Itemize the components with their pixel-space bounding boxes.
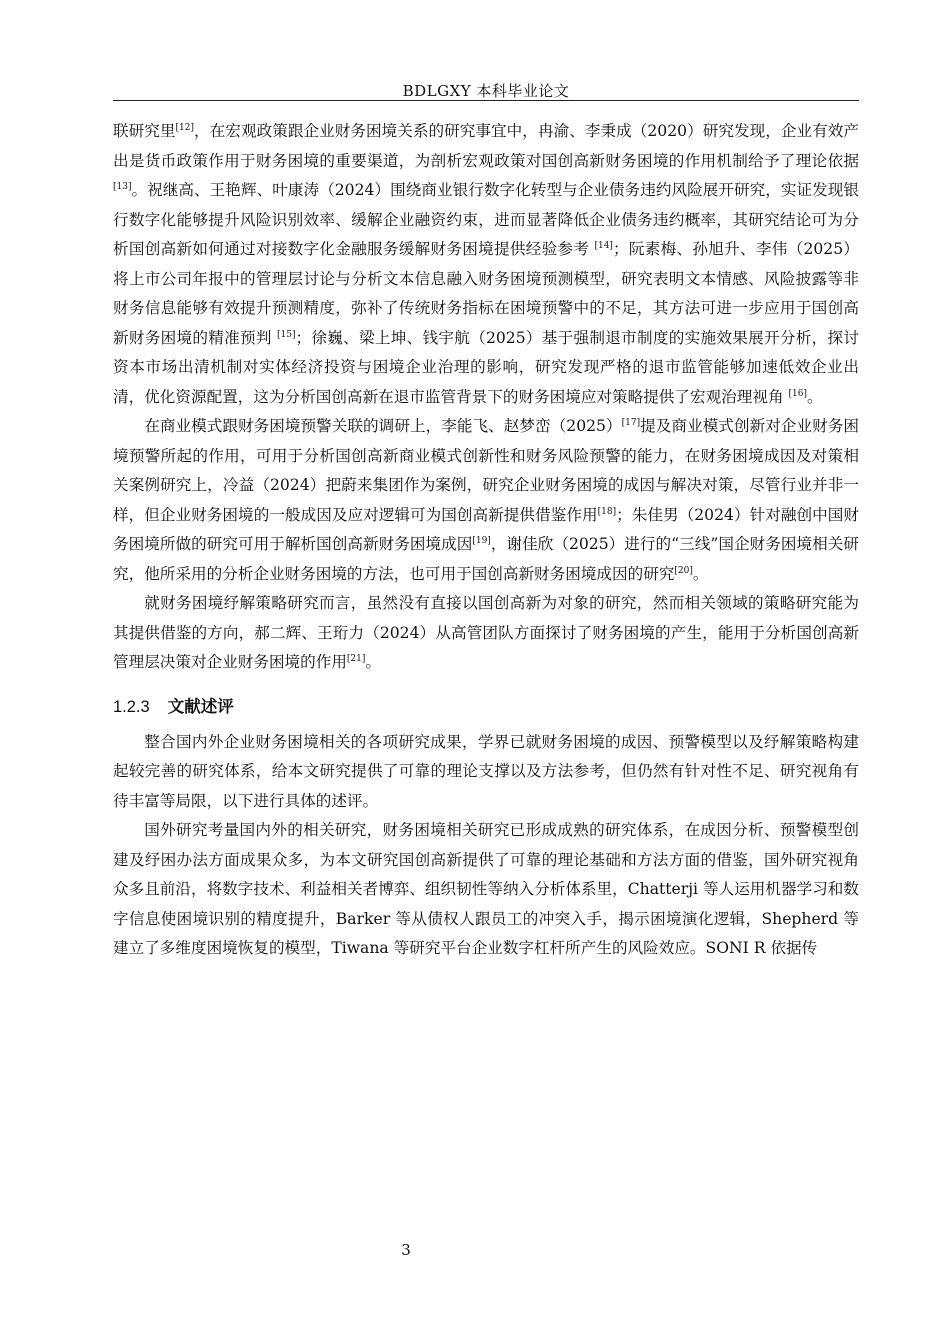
citation-17: [17] xyxy=(621,418,641,428)
paragraph-5: 国外研究考量国内外的相关研究，财务困境相关研究已形成成熟的研究体系，在成因分析、预警模型创建及纾困办法方面成果众多，为本文研究国创高新提供了可靠的理论基础和方法方面的借鉴，国外研究视角众多且前沿，将数字技术、利益相关者博弈、组织韧性等纳入分析体系里，Chatterji 等人运用机器学习和数字信息使困境识别的精度提升，Barker 等从债权人跟员工的冲突入手，揭示困境演化逻辑，Shepherd 等建立了多维度困境恢复的模型，Tiwana 等研究平台企业数字杠杆所产生的风险效应。SONI R 依据传 xyxy=(113,821,859,957)
citation-14: [14] xyxy=(594,241,613,251)
section-heading xyxy=(113,692,859,722)
section-number: 1.2.3 xyxy=(113,697,150,716)
citation-16: [16] xyxy=(788,388,807,399)
citation-20: [20] xyxy=(674,565,693,576)
section-title: 文献述评 xyxy=(167,696,234,716)
citation-15: [15] xyxy=(276,329,296,340)
citation-21: [21] xyxy=(346,654,366,664)
citation-12: [12] xyxy=(175,123,195,133)
citation-13: [13] xyxy=(113,182,132,192)
header-rule xyxy=(113,100,859,101)
citation-19: [19] xyxy=(472,536,491,546)
paragraph-4: 整合国内外企业财务困境相关的各项研究成果，学界已就财务困境的成因、预警模型以及纾解策略构建起较完善的研究体系，给本文研究提供了可靠的理论支撑以及方法参考，但仍然有针对性不足、研究视角有待丰富等局限，以下进行具体的述评。 xyxy=(113,732,859,810)
running-header: BDLGXY 本科毕业论文 xyxy=(402,82,570,100)
citation-18: [18] xyxy=(597,506,617,517)
paragraph-1: 联研究里[12]，在宏观政策跟企业财务困境关系的研究事宜中，冉渝、李秉成（2020）研究发现，企业有效产出是货币政策作用于财务困境的重要渠道，为剖析宏观政策对国创高新财务困境的作用机制给予了理论依据[13]。祝继高、王艳辉、叶康涛（2024）围绕商业银行数字化转型与企业债务违约风险展开研究，实证发现银行数字化能够提升风险识别效率、缓解企业融资约束，进而显著降低企业债务违约概率，其研究结论可为分析国创高新如何通过对接数字化金融服务缓解财务困境提供经验参考 [14]；阮素梅、孙旭升、李伟（2025）将上市公司年报中的管理层讨论与分析文本信息融入财务困境预测模型，研究表明文本情感、风险披露等非财务信息能够有效提升预测精度，弥补了传统财务指标在困境预警中的不足，其方法可进一步应用于国创高新财务困境的精准预判 [15]；徐巍、梁上坤、钱宇航（2025）基于强制退市制度的实施效果展开分析，探讨资本市场出清机制对实体经济投资与困境企业治理的影响，研究发现严格的退市监管能够加速低效企业出清，优化资源配置，这为分析国创高新在退市监管背景下的财务困境应对策略提供了宏观治理视角 [16]。 xyxy=(113,122,859,406)
paragraph-2: 在商业模式跟财务困境预警关联的调研上，李能飞、赵梦峦（2025）[17]提及商业模式创新对企业财务困境预警所起的作用，可用于分析国创高新商业模式创新性和财务风险预警的能力，在财务困境成因及对策相关案例研究上，冷益（2024）把蔚来集团作为案例，研究企业财务困境的成因与解决对策，尽管行业并非一样，但企业财务困境的一般成因及应对逻辑可为国创高新提供借鉴作用[18]；朱佳男（2024）针对融创中国财务困境所做的研究可用于解析国创高新财务困境成因[19]，谢佳欣（2025）进行的“三线”国企财务困境相关研究，他所采用的分析企业财务困境的方法，也可用于国创高新财务困境成因的研究[20]。 xyxy=(113,417,859,583)
paragraph-3: 就财务困境纾解策略研究而言，虽然没有直接以国创高新为对象的研究，然而相关领域的策略研究能为其提供借鉴的方向，郝二辉、王珩力（2024）从高管团队方面探讨了财务困境的产生，能用于分析国创高新管理层决策对企业财务困境的作用[21]。 xyxy=(113,594,859,671)
page-number: 3 xyxy=(401,1241,411,1259)
page-body xyxy=(113,117,859,964)
